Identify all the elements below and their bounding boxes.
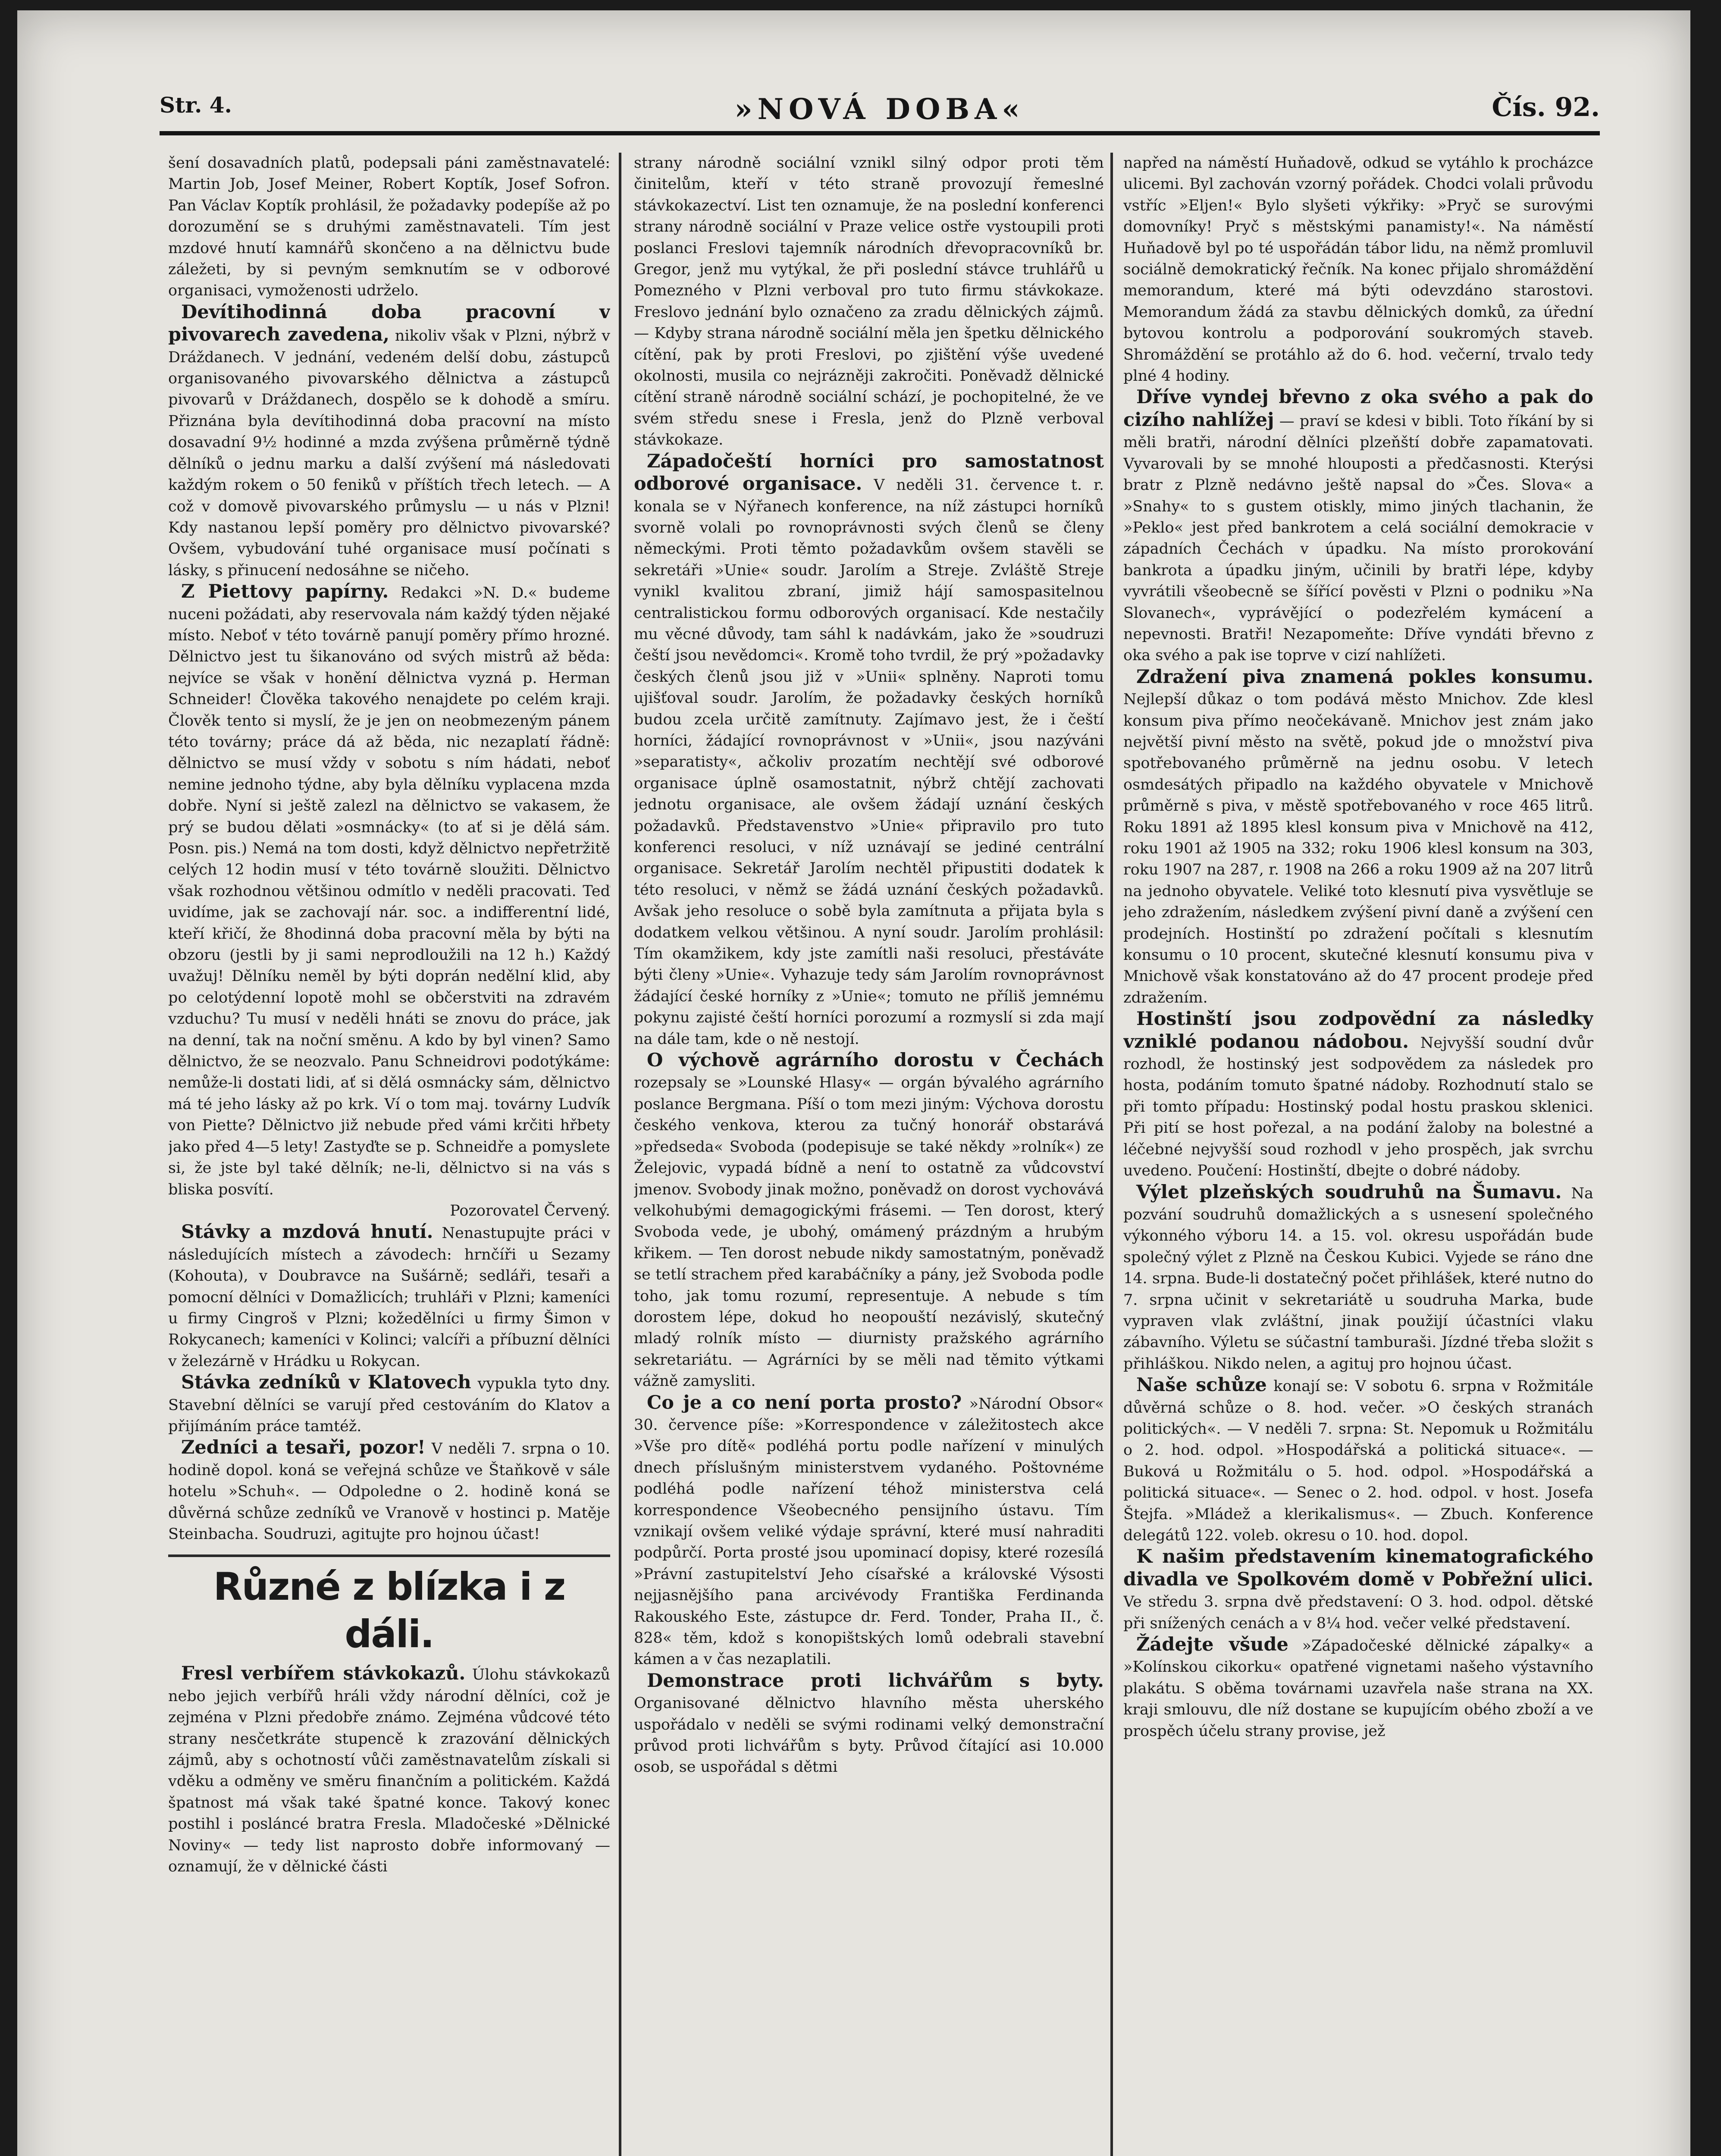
column-3	[1123, 153, 1593, 2156]
article-heading: K našim představením kinematografického divadla ve Spolkovém domě v Pobřežní ulici.	[1123, 1546, 1593, 1590]
article-sumava-trip	[1123, 1182, 1593, 1375]
article-heading: Fresl verbířem stávkokazů.	[181, 1663, 466, 1685]
column-rule-2	[1110, 153, 1113, 2156]
article-heading: Zdražení piva znamená pokles konsumu.	[1136, 666, 1593, 688]
article-heading: Stávka zedníků v Klatovech	[181, 1372, 471, 1394]
article-heading: Demonstrace proti lichvářům s byty.	[647, 1670, 1104, 1692]
header-left-mark: Str. 4.	[160, 92, 232, 118]
column-1	[168, 153, 610, 2156]
article-continuation: strany národně sociální vznikl silný odpor proti těm činitelům, kteří v této straně provozují řemeslné stávkokazectví. List ten oznamuje, že na poslední konferenci strany národně sociální v Praze velice ostře vystoupili proti poslanci Freslovi tajemník národních dřevopracovníků br. Gregor, jenž mu vytýkal, že při poslední stávce truhlářů u Pomezného v Plzni verboval pro tuto firmu stávkokaze. Freslovo jednání bylo označeno za zradu dělnických zájmů. — Kdyby strana národně sociální měla jen špetku dělnického cítění, pak by proti Freslovi, po zjištění výše uvedené okolnosti, musila co nejrázněji zakročiti. Poněvadž dělnické cítění straně národně sociální schází, je pochopitelné, že ve svém středu snese i Fresla, jenž do Plzně verboval stávkokaze.	[634, 154, 1104, 449]
article-body: konají se: V sobotu 6. srpna v Rožmitále důvěrná schůze o 8. hod. večer. »O českých stranách politických«. — V neděli 7. srpna: St. Nepomuk u Rožmitálu o 2. hod. odpol. »Hospodářská a politická situace«. — Buková u Rožmitálu o 5. hod. odpol. »Hospodářská a politická situace«. — Senec o 2. hod. odpol. v host. Josefa Štejfa. »Mládež a klerikalismus«. — Zbuch. Konference delegátů 122. voleb. okresu o 10. hod. dopol.	[1123, 1378, 1593, 1544]
newspaper-title: »NOVÁ DOBA«	[734, 92, 1025, 126]
column-2	[634, 153, 1104, 2156]
article-heading: Zedníci a tesaři, pozor!	[181, 1437, 426, 1459]
page-number: Čís. 92.	[1492, 92, 1600, 122]
article-body: Redakci »N. D.« budeme nuceni požádati, aby reservovala nám každý týden nějaké místo. Neboť v této továrně panují poměry přímo hrozné. Dělnictvo jest tu šikanováno od svých mistrů až běda: nejvíce se však v honění dělnictva vyzná p. Herman Schneider! Člověka takového nenajdete po celém kraji. Člověk tento si myslí, že je jen on neobmezeným pánem této továrny; práce dá až běda, nic nezaplatí řádně: dělnictvo se musí vždy v sobotu s ním hádati, neboť nemine jednoho týdne, aby byla dělníku vyplacena mzda dobře. Nyní si ještě zalezl na dělnictvo se vakasem, že prý se budou dělati »osmnácky« (to ať si je dělá sám. Posn. pis.) Nemá na tom dosti, když dělnictvo nepřetržitě celých 12 hodin musí v této továrně sloužiti. Dělnictvo však rozhodnou většinou odmítlo v neděli pracovati. Teď uvidíme, jak se zachovají nár. soc. a indifferentní lidé, kteří křičí, že 8hodinná doba pracovní měla by býti na obzoru (jestli by ji sami neprodloužili na 12 h.) Každý uvažuj! Dělníku neměl by býti doprán nedělní klid, aby po celotýdenní lopotě mohl se občerstviti na zdravém vzduchu? Tu musí v neděli hnáti se znovu do práce, jak na denní, tak na noční směnu. A kdo by byl vinen? Samo dělnictvo, že se neozvalo. Panu Schneidrovi podotýkáme: nemůže-li dostati lidi, ať si dělá osmnácky sám, dělnictvo má té jeho lásky až po krk. Ví o tom maj. továrny Ludvík von Piette? Dělnictvo již nebude před vámi krčiti hřbety jako před 4—5 lety! Zastyďte se p. Schneidře a pomyslete si, že jste byl také dělník; ne-li, dělnictvo si na vás s bliska posvítí.	[168, 584, 610, 1198]
article-fresl	[168, 1663, 610, 1877]
article-piette-paper-mill	[168, 581, 610, 1200]
article-beer-consumption	[1123, 667, 1593, 1009]
article-housing-demonstration	[634, 1670, 1104, 1778]
article-body: »Západočeské dělnické zápalky« a »Kolínskou cikorku« opatřené vignetami našeho výstavního plakátu. S oběma továrnami uzavřela naše strana na XX. kraji smlouvu, dle níž dostane se kupujícím obého zboží a ve prospěch účelu strany provise, jež	[1123, 1637, 1593, 1740]
article-masons-carpenters	[168, 1437, 610, 1545]
article-continuation: napřed na náměstí Huňadově, odkud se vytáhlo k procházce ulicemi. Byl zachován vzorný pořádek. Chodci volali průvodu vstříc »Eljen!« Bylo slyšeti výkřiky: »Pryč se surovými domovníky! Pryč s městskými panamisty!«. Na náměstí Huňadově byl po té uspořádán tábor lidu, na němž promluvil sociálně demokratický řečník. Na konec přijalo shromáždění memorandum, které má býti odevzdáno starostovi. Memorandum žádá za stavbu dělnických domků, za úřední bytovou kontrolu a podporování soukromých staveb. Shromáždění se protáhlo až do 6. hod. večerní, trvalo tedy plné 4 hodiny.	[1123, 154, 1593, 385]
article-west-bohemian-miners	[634, 451, 1104, 1050]
article-body: V neděli 7. srpna o 10. hodině dopol. koná se veřejná schůze ve Štaňkově v sále hotelu »Schuh«. — Odpoledne o 2. hodině koná se důvěrná schůze zedníků ve Vranově v hostinci p. Matěje Steinbacha. Soudruzi, agitujte pro hojnou účast!	[168, 1440, 610, 1543]
article-body: — praví se kdesi v bibli. Toto říkání by si měli bratři, národní dělníci plzeňští dobře zapamatovati. Vyvarovali by se mnohé hlouposti a předčasnosti. Kterýsi bratr z Plzně nedávno ještě napsal do »Čes. Slova« a »Snahy« to s gustem otiskly, mimo jiných tlachanin, že »Peklo« jest před bankrotem a celá sociální demokracie v západních Čechách v úpadku. Na místo prorokování bankrota a úpadku jiným, učinili by bratři lépe, kdyby vyvrátili všeobecně se šířící pověsti v Plzni o podniku »Na Slovanech«, vyprávějící o podezřelém kymácení a nepevnosti. Bratři! Nezapomeňte: Dříve vyndáti břevno z oka svého a pak ise toprve v cizí nahlížeti.	[1123, 412, 1593, 664]
article-body: Nejvyšší soudní dvůr rozhodl, že hostinský jest sodpovědem za následek pro hosta, podáním tomuto špatné nádoby. Rozhodnutí stalo se při tomto případu: Hostinský podal hostu praskou sklenici. Při pití se host pořezal, a na podání žaloby na bolestné a léčebné nejvyšší soud rozhodl v jeho prospěch, jak svrchu uvedeno. Poučení: Hostinští, dbejte o dobré nádoby.	[1123, 1034, 1593, 1180]
column-rule-1	[619, 153, 621, 2156]
article-body: Ve středu 3. srpna dvě představení: O 3. hod. odpol. dětské při snížených cenách a v 8¼ hod. večer velké představení.	[1123, 1593, 1593, 1632]
article-body: »Národní Obsor« 30. července píše: »Korrespondence v záležitostech akce »Vše pro dítě« podléhá portu podle nařízení v minulých dnech příslušným ministerstvem vydaného. Poštovnéme podléhá podle nařízení téhož ministerstva celá korrespondence Všeobecného pensijního ústavu. Tím vznikají ovšem veliké výdaje správní, které musí nahraditi podpůrčí. Porta prosté jsou upominací dopisy, které rozesílá »Právní zastupitelství Jeho císařské a královské Výsosti nejjasnějšího pana arcivévody Františka Ferdinanda Rakouského Este, zástupce dr. Ferd. Tonder, Praha II., č. 828« těm, kdož s konopištských lomů odebrali stavební kámen a v čas nezaplatili.	[634, 1395, 1104, 1668]
article-innkeepers-liability	[1123, 1009, 1593, 1181]
article-matches-chicory	[1123, 1634, 1593, 1742]
article-body: vypukla tyto dny. Stavební dělníci se varují před cestováním do Klatov a přijímáním práce tamtéž.	[168, 1375, 610, 1435]
article-body: Na pozvání soudruhů domažlických a s usnesení společného výkonného výboru 14. a 15. vol. okresu uspořádán bude společný výlet z Plzně na Českou Kubici. Vyjede se ráno dne 14. srpna. Bude-li dostatečný počet přihlášek, které nutno do 7. srpna učinit v sekretariátě u soudruha Marka, bude vypraven vlak zvláštní, jinak použijí účastníci vlaku zábavního. Výletu se súčastní tamburaši. Jízdné třeba složit s přihláškou. Nikdo nelen, a agituj pro hojnou účast.	[1123, 1185, 1593, 1373]
article-heading: Naše schůze	[1136, 1374, 1267, 1396]
newspaper-page	[17, 10, 1690, 2156]
article-body: Úlohu stávkokazů nebo jejich verbířů hráli vždy národní dělníci, což je zejména v Plzni předobře známo. Zejména vůdcové této strany nesčetkráte stupencě k zrazování dělnických zájmů, aby s ochotností vůči zaměstnavatelům získali si vděku a odměny ve směru finančním a politickém. Každá špatnost má však také špatné konce. Takový konec postihl i posláncé bratra Fresla. Mladočeské »Dělnické Noviny« — tedy list naprosto dobře informovaný — oznamují, že v dělnické části	[168, 1666, 610, 1876]
article-heading: Západočeští horníci pro samostatnost odborové organisace.	[634, 450, 1104, 495]
article-heading: Co je a co není porta prosto?	[647, 1391, 962, 1413]
article-body: Nejlepší důkaz o tom podává město Mnichov. Zde klesl konsum piva přímo neočekávaně. Mnichov jest znám jako největší pivní město na světě, pokud jde o množství piva spotřebovaného průměrně na jednu osobu. V letech osmdesátých připadlo na každého obyvatele v Mnichově průměrně s piva, v městě spotřebovaného v roce 465 litrů. Roku 1891 až 1895 klesl konsum piva v Mnichově na 412, roku 1901 až 1905 na 332; roku 1906 klesl konsum na 303, roku 1907 na 287, r. 1908 na 266 a roku 1909 až na 207 litrů na jednoho obyvatele. Veliké toto klesnutí piva vysvětluje se jeho zdražením, následkem zvýšení pivní daně a zvýšení cen prodejních. Hostinští po zdražení počítali s klesnutím konsumu o 10 procent, skutečné klesnutí konsumu piva v Mnichově však konstatováno až do 47 procent prodeje před zdražením.	[1123, 691, 1593, 1006]
article-signature: Pozorovatel Červený.	[450, 1202, 610, 1219]
page-header	[160, 92, 1600, 135]
article-continuation: šení dosavadních platů, podepsali páni zaměstnavatelé: Martin Job, Josef Meiner, Robert Koptík, Josef Sofron. Pan Václav Koptík prohlásil, že požadavky podepíše až po dorozumění se s druhými zaměstnavateli. Tím jest mzdové hnutí kamnářů skončeno a na dělnictvu bude záležeti, by si pevným semknutím se v odborové organisaci, vymoženosti udrželo.	[168, 154, 610, 300]
article-heading: Hostinští jsou zodpovědní za následky vzniklé podanou nádobou.	[1123, 1008, 1593, 1053]
article-meetings	[1123, 1375, 1593, 1546]
article-strikes	[168, 1222, 610, 1372]
article-heading: Dříve vyndej břevno z oka svého a pak do cizího nahlížej	[1123, 386, 1593, 431]
article-beam-in-eye	[1123, 387, 1593, 666]
article-heading: O výchově agrárního dorostu v Čechách	[647, 1050, 1104, 1072]
article-body: V neděli 31. července t. r. konala se v Nýřanech konference, na níž zástupci horníků svorně volali po rovnoprávnosti svých členů se členy německými. Proti těmto požadavkům ovšem stavěli se sekretáři »Unie« soudr. Jarolím a Streje. Zvláště Streje vynikl kvalitou zbraní, jimiž hájí samospasitelnou centralistickou formu odborových organisací. Kde nestačily mu věcné důvody, tam sáhl k nadávkám, jako že »soudruzi čeští jsou nevědomci«. Kromě toho tvrdil, že prý »požadavky českých členů jsou již v »Unii« splněny. Naproti tomu ujišťoval soudr. Jarolím, že požadavky českých horníků budou zcela určitě zamítnuty. Zajímavo jest, že i čeští horníci, žádající rovnoprávnost v »Unii«, jsou nazýváni »separatisty«, ačkoliv prozatím nechtějí své odborové organisace úplně osamostatnit, nýbrž chtějí zachovati jednotu organisace, ale ovšem žádají uznání českých požadavků. Představenstvo »Unie« připravilo pro tuto konferenci resoluci, v níž uznávají se jediné centrální organisace. Sekretář Jarolím nechtěl připustiti dodatek k této resoluci, v němž se žádá uznání českých požadavků. Avšak jeho resoluce o sobě byla zamítnuta a přijata byla s dodatkem velkou většinou. A nyní soudr. Jarolím prohlásil: Tím okamžikem, kdy jste zamítli naši resoluci, přestáváte býti členy »Unie«. Vyhazuje tedy sám Jarolím rovnoprávnost žádající české horníky z »Unie«; tomuto ne příliš jemnému pokynu zajisté čeští horníci porozumí a rozmyslí si zda mají na dále tam, kde o ně nestojí.	[634, 476, 1104, 1048]
article-heading: Výlet plzeňských soudruhů na Šumavu.	[1136, 1181, 1562, 1203]
article-heading: Stávky a mzdová hnutí.	[181, 1221, 433, 1243]
article-body: nikoliv však v Plzni, nýbrž v Dráždanech. V jednání, vedeném delší dobu, zástupců organisovaného pivovarského dělnictva a zástupců pivovarů v Dráždanech, dospělo se k dohodě a smíru. Přiznána byla devítihodinná doba pracovní na místo dosavadní 9½ hodinné a mzda zvýšena průměrně týdně dělníků o jednu marku a další zvýšení má následovati každým rokem o 50 feniků v příštích třech letech. — A což v domově pivovarského průmyslu — u nás v Plzni! Kdy nastanou lepší poměry pro dělnictvo pivovarské? Ovšem, vybudování tuhé organisace musí počínati s lásky, s přinucení nedosáhne se ničeho.	[168, 327, 610, 579]
article-klatovy-strike	[168, 1372, 610, 1437]
article-body: rozepsaly se »Lounské Hlasy« — orgán bývalého agrárního poslance Bergmana. Píší o tom mezi jiným: Výchova dorostu českého venkova, kterou za tučný honorář obstarává »předseda« Svoboda (podepisuje se také někdy »rolník«) ze Želejovic, vypadá bídně a není to ostatně za vůdcovství jmenov. Svobody jinak možno, poněvadž on dorost vychovává velkohubými demagogickými frásemi. — Ten dorost, který Svoboda vede, je ubohý, omámený prázdným a hrubým křikem. — Ten dorost nebude nikdy samostatným, poněvadž se tetlí strachem před karabáčníky a pány, jež Svoboda podle toho, jak tomu rozumí, representuje. A nebude s tím dorostem lépe, dokud ho neopouští nezávislý, skutečný mladý rolník místo — diurnisty pražského agrárního sekretariátu. — Agrárníci by se měli nad těmito výtkami vážně zamysliti.	[634, 1074, 1104, 1390]
article-agrarian-youth	[634, 1050, 1104, 1392]
article-cinema	[1123, 1546, 1593, 1634]
section-title: Různé z blízka i z dáli.	[168, 1554, 610, 1658]
article-body: Organisované dělnictvo hlavního města uherského uspořádalo v neděli se svými rodinami velký demonstrační průvod proti lichvářům s byty. Průvod čítající asi 10.000 osob, se uspořádal s dětmi	[634, 1695, 1104, 1776]
article-postage	[634, 1392, 1104, 1670]
article-heading: Žádejte všude	[1136, 1634, 1288, 1656]
article-brewery-hours	[168, 302, 610, 581]
article-body: Nenastupujte práci v následujících místech a závodech: hrnčíři u Sezamy (Kohouta), v Doubravce na Sušárně; sedláři, tesaři a pomocní dělníci v Domažlicích; truhláři v Plzni; kameníci u firmy Cingroš v Plzni; kožedělníci u firmy Šimon v Rokycanech; kameníci v Kolinci; valcíři a příbuzní dělníci v železárně v Hrádku u Rokycan.	[168, 1225, 610, 1370]
article-heading: Z Piettovy papírny.	[181, 581, 389, 603]
article-heading: Devítihodinná doba pracovní v pivovarech zavedena,	[168, 301, 610, 346]
